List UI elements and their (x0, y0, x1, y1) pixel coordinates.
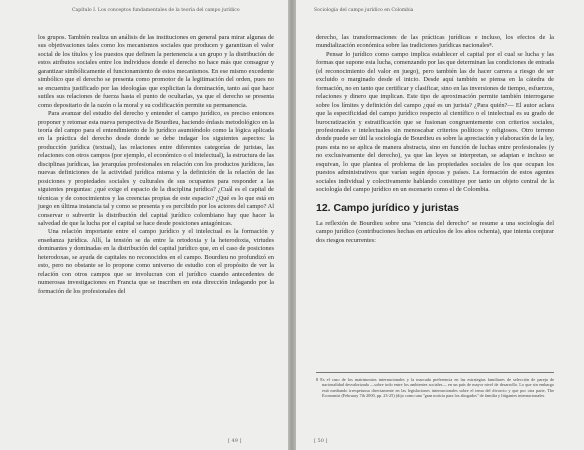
book-gutter (288, 0, 296, 450)
right-page (296, 0, 584, 450)
running-head-left: Capítulo I. Los conceptos fundamentales de la teoría del campo jurídico (72, 8, 240, 13)
paragraph: derecho, las transformaciones de las prácticas jurídicas e incluso, los efectos de la mundialización económica sobre las tradiciones jurídicas nacionales⁸. (316, 34, 554, 50)
page-number-left: [ 49 ] (228, 438, 242, 444)
footnote: 8 Es el caso de los matrimonios internacionales y la marcada preferencia en las estrategias familiares de selección de pareja de nacionalidad desvalorizada —sobre todo entre los ambientes sociales— en un país de mayor nivel de desarrollo. Lo que sin embargo está mediando irrespetuosa directamente en las legislaciones internacionales sobre el tema del divorcio y que por otra parte, The Economist (February 7th 2000, pp. 23-25) (dijo como una "gran noticia para los abogados" de familia y litigantes internacionales. (316, 377, 554, 399)
body-text-left (38, 34, 274, 296)
running-head-right: Sociología del campo jurídico en Colombia (314, 8, 414, 13)
paragraph: Pensar lo jurídico como campo implica establecer el capital por el cual se lucha y las formas que supone esta lucha, comenzando por las que determinan las condiciones de entrada (el reconocimiento del valor en juego), pero también las de hacer carrera a riesgo de ser excluido o marginado desde el inicio. Desde aquí también se piensa en la cátedra de formación, no en tanto que certificar y clasificar, sino en las inversiones de tiempo, esfuerzos, relaciones y dinero que implican. Este tipo de aproximación permite también interrogarse sobre los límites y definición del campo ¿qué es un jurista? ¿Para quién?— El autor aclara que la especificidad del campo jurídico respecto al científico o el intelectual es su grado de burocratización y estratificación que se fusionan congruentemente con criterios sociales, profesionales e intelectuales sin menoscabar criterios políticos y religiosos. Otro terreno donde puede ser útil la sociología de Bourdieu es sobre la apreciación y elaboración de la ley, pues esta no se aplica de manera abstracta, sino en función de luchas entre profesionales (y no exclusivamente del derecho), ya que las leyes se interpretan, se adaptan e incluso se esquivan, lo que plantea el problema de las propiedades sociales de los que ocupan los puestos administrativos que varían según épocas y países. La formación de estos agentes sociales individual y colectivamente hablando constituye por tanto un objeto central de la sociología del campo jurídico en un escenario como el de Colombia. (316, 50, 554, 194)
paragraph: La reflexión de Bourdieu sobre una "ciencia del derecho" se resume a una sociología del campo jurídico (contribuciones hechas en artículos de los años ochenta), que intenta conjurar dos riesgos recurrentes: (316, 219, 554, 244)
paragraph: Una relación importante entre el campo jurídico y el intelectual es la formación y enseñanza jurídica. Allí, la tensión se da entre la ortodoxia y la heterodoxia, virtudes dominantes y dominadas en la distribución del capital jurídico que, en el caso de posiciones heterodoxas, se ayuda de capitales no reconocidos en el campo. Bourdieu no profundizó en esto, pero no obstante se lo propone como universo de estudio con el propósito de ver la relación con otros campos que se involucran con el jurídico cuando antecedentes de numerosas investigaciones en Francia que se inscriben en esta dirección indagando por la formación de los profesionales del (38, 228, 274, 295)
body-text-right (316, 34, 554, 245)
page-number-right: [ 50 ] (314, 438, 328, 444)
section-heading: 12. Campo jurídico y juristas (316, 201, 459, 214)
paragraph: los grupos. También realiza un análisis de las instituciones en general para mirar algunas de sus objetivaciones tales como los mecanismos sociales que producen y garantizan el valor social de los títulos y los puestos que definen la pertenencia a un grupo y la distribución de estos atributos sociales entre los individuos donde el derecho no hace más que consagrar y garantizar simbólicamente el funcionamiento de estos mecanismos. En ese mismo excedente simbólico que el derecho se presenta como promotor de la legitimación del orden, pues no se encuentra justificado por las ideologías que explicitan la dominación, tanto así que hace sutiles sus relaciones de fuerza hasta el punto de ocultarlas, ya que el derecho se presenta como depositario de la razón o la moral y su codificación permite su permanencia. (38, 34, 274, 109)
left-page (0, 0, 288, 450)
footnotes (316, 372, 554, 399)
paragraph: Para avanzar del estudio del derecho y entender el campo jurídico, es preciso entonces proponer y retomar esta nueva perspectiva de Bourdieu, haciendo énfasis metodológico en la teoría del campo para el entendimiento de lo jurídico asumiéndolo como la lógica aplicada en la práctica del derecho desde donde se debe indagar los siguientes aspectos: la producción jurídica (textual), las relaciones entre diferentes categorías de juristas, las relaciones con otros campos (por ejemplo, el económico o el intelectual), la estructura de las disciplinas jurídicas, las jerarquías profesionales en relación con los productos jurídicos, las nuevas definiciones de la actividad jurídica misma y la definición de la relación de las posiciones y propiedades sociales y culturales de sus ocupantes para responder a las siguientes preguntas: ¿qué exige el espacio de la disciplina jurídica? ¿Cuál es el capital de técnicas y de conocimientos y las creencias propias de este espacio? ¿Qué es lo que está en juego en última instancia tal y como se presenta y es percibido por los actores del campo? Al conservar o subvertir la distribución del capital jurídico colombiano hay que hacer la salvedad de que la lucha por el capital se hace desde posiciones antagónicas. (38, 110, 274, 227)
